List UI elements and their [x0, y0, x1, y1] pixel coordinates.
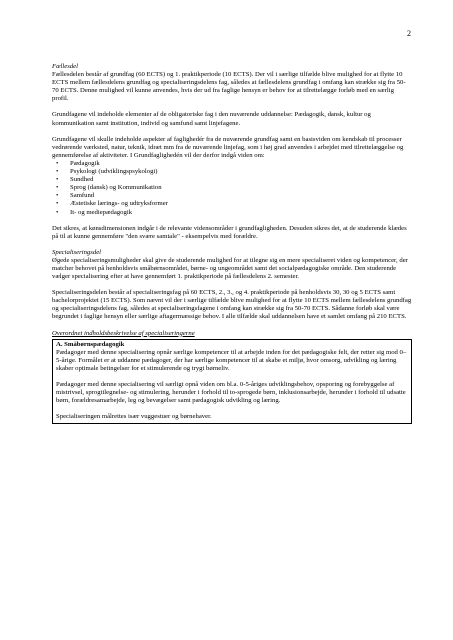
bullet-icon: • — [56, 159, 59, 167]
bullet-icon: • — [56, 192, 59, 200]
bullet-icon: • — [56, 184, 59, 192]
paragraph: Pædagoger med denne specialisering opnår særlige kompetencer til at arbejde inden for det pædagogiske felt, der retter sig mod 0–5-årige. Formålet er at uddanne pædagoger, der har særlige kompetencer til at skabe et miljø, hvor omsorg, udvikling og læring skaber optimale betingelser for et stimulerende og trygt børneliv. — [56, 348, 407, 372]
list-item: • Æstetiske lærings- og udtryksformer — [56, 200, 168, 208]
bullet-icon: • — [56, 176, 59, 184]
list-item: • Psykologi (udviklingspsykologi) — [56, 168, 158, 176]
paragraph: Specialiseringsdelen består af specialiseringsfag på 60 ECTS, 2., 3., og 4. praktikperiode på henholdsvis 30, 30 og 5 ECTS samt bachelorprojektet (15 ECTS). Som nævnt vil der i særlige tilfælde blive mulighed for at flytte 10 ECTS mellem fællesdelens grundfag og specialiseringsdelens fag, således at specialiseringsfagene i omfang kan strække sig fra 50-70 ECTS. Sådanne forløb skal være begrundet i faglige hensyn eller særlige aftagermæssige behov. I alle tilfælde skal uddannelsen have et samlet omfang på 210 ECTS. — [52, 289, 412, 321]
list-item: • Pædagogik — [56, 159, 100, 167]
page-content — [52, 63, 412, 424]
list-item: • Sprog (dansk) og Kommunikation — [56, 184, 162, 192]
page-number: 2 — [407, 29, 411, 38]
paragraph: Det sikres, at kønsdimensionen indgår i de relevante vidensområder i grundfagligheden. Desuden sikres det, at de studerende klædes på til at kunne gennemføre "den svære samtale" - eksempelvis med forældre. — [52, 224, 407, 240]
bullet-list — [52, 160, 412, 217]
paragraph: Grundfagene vil skulle indeholde aspekter af faglighedér fra de nuværende grundfag samt en basisviden om kendskab til processer vedrørende værksted, natur, teknik, idræt mm fra de nuværende linjefag, som i høj grad anvendes i arbejdet med tilrettelæggelse og gennemførelse af aktiviteter. I Grundfaglighedén vil der derfor indgå viden om: — [52, 135, 404, 159]
paragraph: Specialiseringen målrettes især vuggestuer og børnehaver. — [56, 413, 212, 421]
specialization-box — [52, 339, 412, 425]
list-item: • Samfund — [56, 192, 95, 200]
bullet-icon: • — [56, 200, 59, 208]
box-title: A. Småbørnspædagogik — [56, 340, 125, 348]
paragraph: Øgede specialiseringsmuligheder skal give de studerende mulighed for at tilegne sig en mere specialiseret viden og kompetencer, der matcher behovet på henholdsvis småbørnsområdet, børne- og ungeområdet samt det socialpædagogiske område. Den studerende vælger specialisering efter at have gennemført 1. praktikperiode på fællesdelens 2. semester. — [52, 256, 408, 281]
heading-overordnet: Overordnet indholdsbeskrivelse af specialiseringerne — [52, 329, 195, 337]
paragraph: Fællesdelen består af grundfag (60 ECTS) og 1. praktikperiode (10 ECTS). Der vil i særlige tilfælde blive mulighed for at flytte 10 ECTS mellem fællesdelens grundfag og specialiseringsdelens fag, således at fællesdelens grundfag i omfang kan strække sig fra 50-70 ECTS. Denne mulighed vil kunne anvendes, hvis der ud fra faglige hensyn er behov for at tilrettelægge forløb med en særlig profil. — [52, 71, 406, 103]
list-item: • Sundhed — [56, 176, 94, 184]
paragraph: Pædagoger med denne specialisering vil særligt opnå viden om bl.a. 0-5-åriges udviklingsbehov, opsporing og forebyggelse af mistrivsel, sprogtilegnelse- og stimulering, herunder i forhold til to-sprogede børn, inklusionsarbejde, herunder i forhold til udsatte børn, forældresamarbejde, leg og bevægelser samt pædagogisk udvikling og læring. — [56, 381, 406, 405]
bullet-icon: • — [56, 168, 59, 176]
heading-faellesdel: Fællesdel — [52, 63, 79, 70]
list-item: • It- og mediepædagogik — [56, 208, 133, 216]
bullet-icon: • — [56, 208, 59, 216]
heading-specialiseringsdel: Specialiseringsdel — [52, 248, 102, 256]
paragraph: Grundfagene vil indeholde elementer af de obligatoriske fag i den nuværende uddannelse: Pædagogik, dansk, kultur og kommunikation samt institution, individ og samfund samt linjefagene. — [52, 111, 371, 127]
